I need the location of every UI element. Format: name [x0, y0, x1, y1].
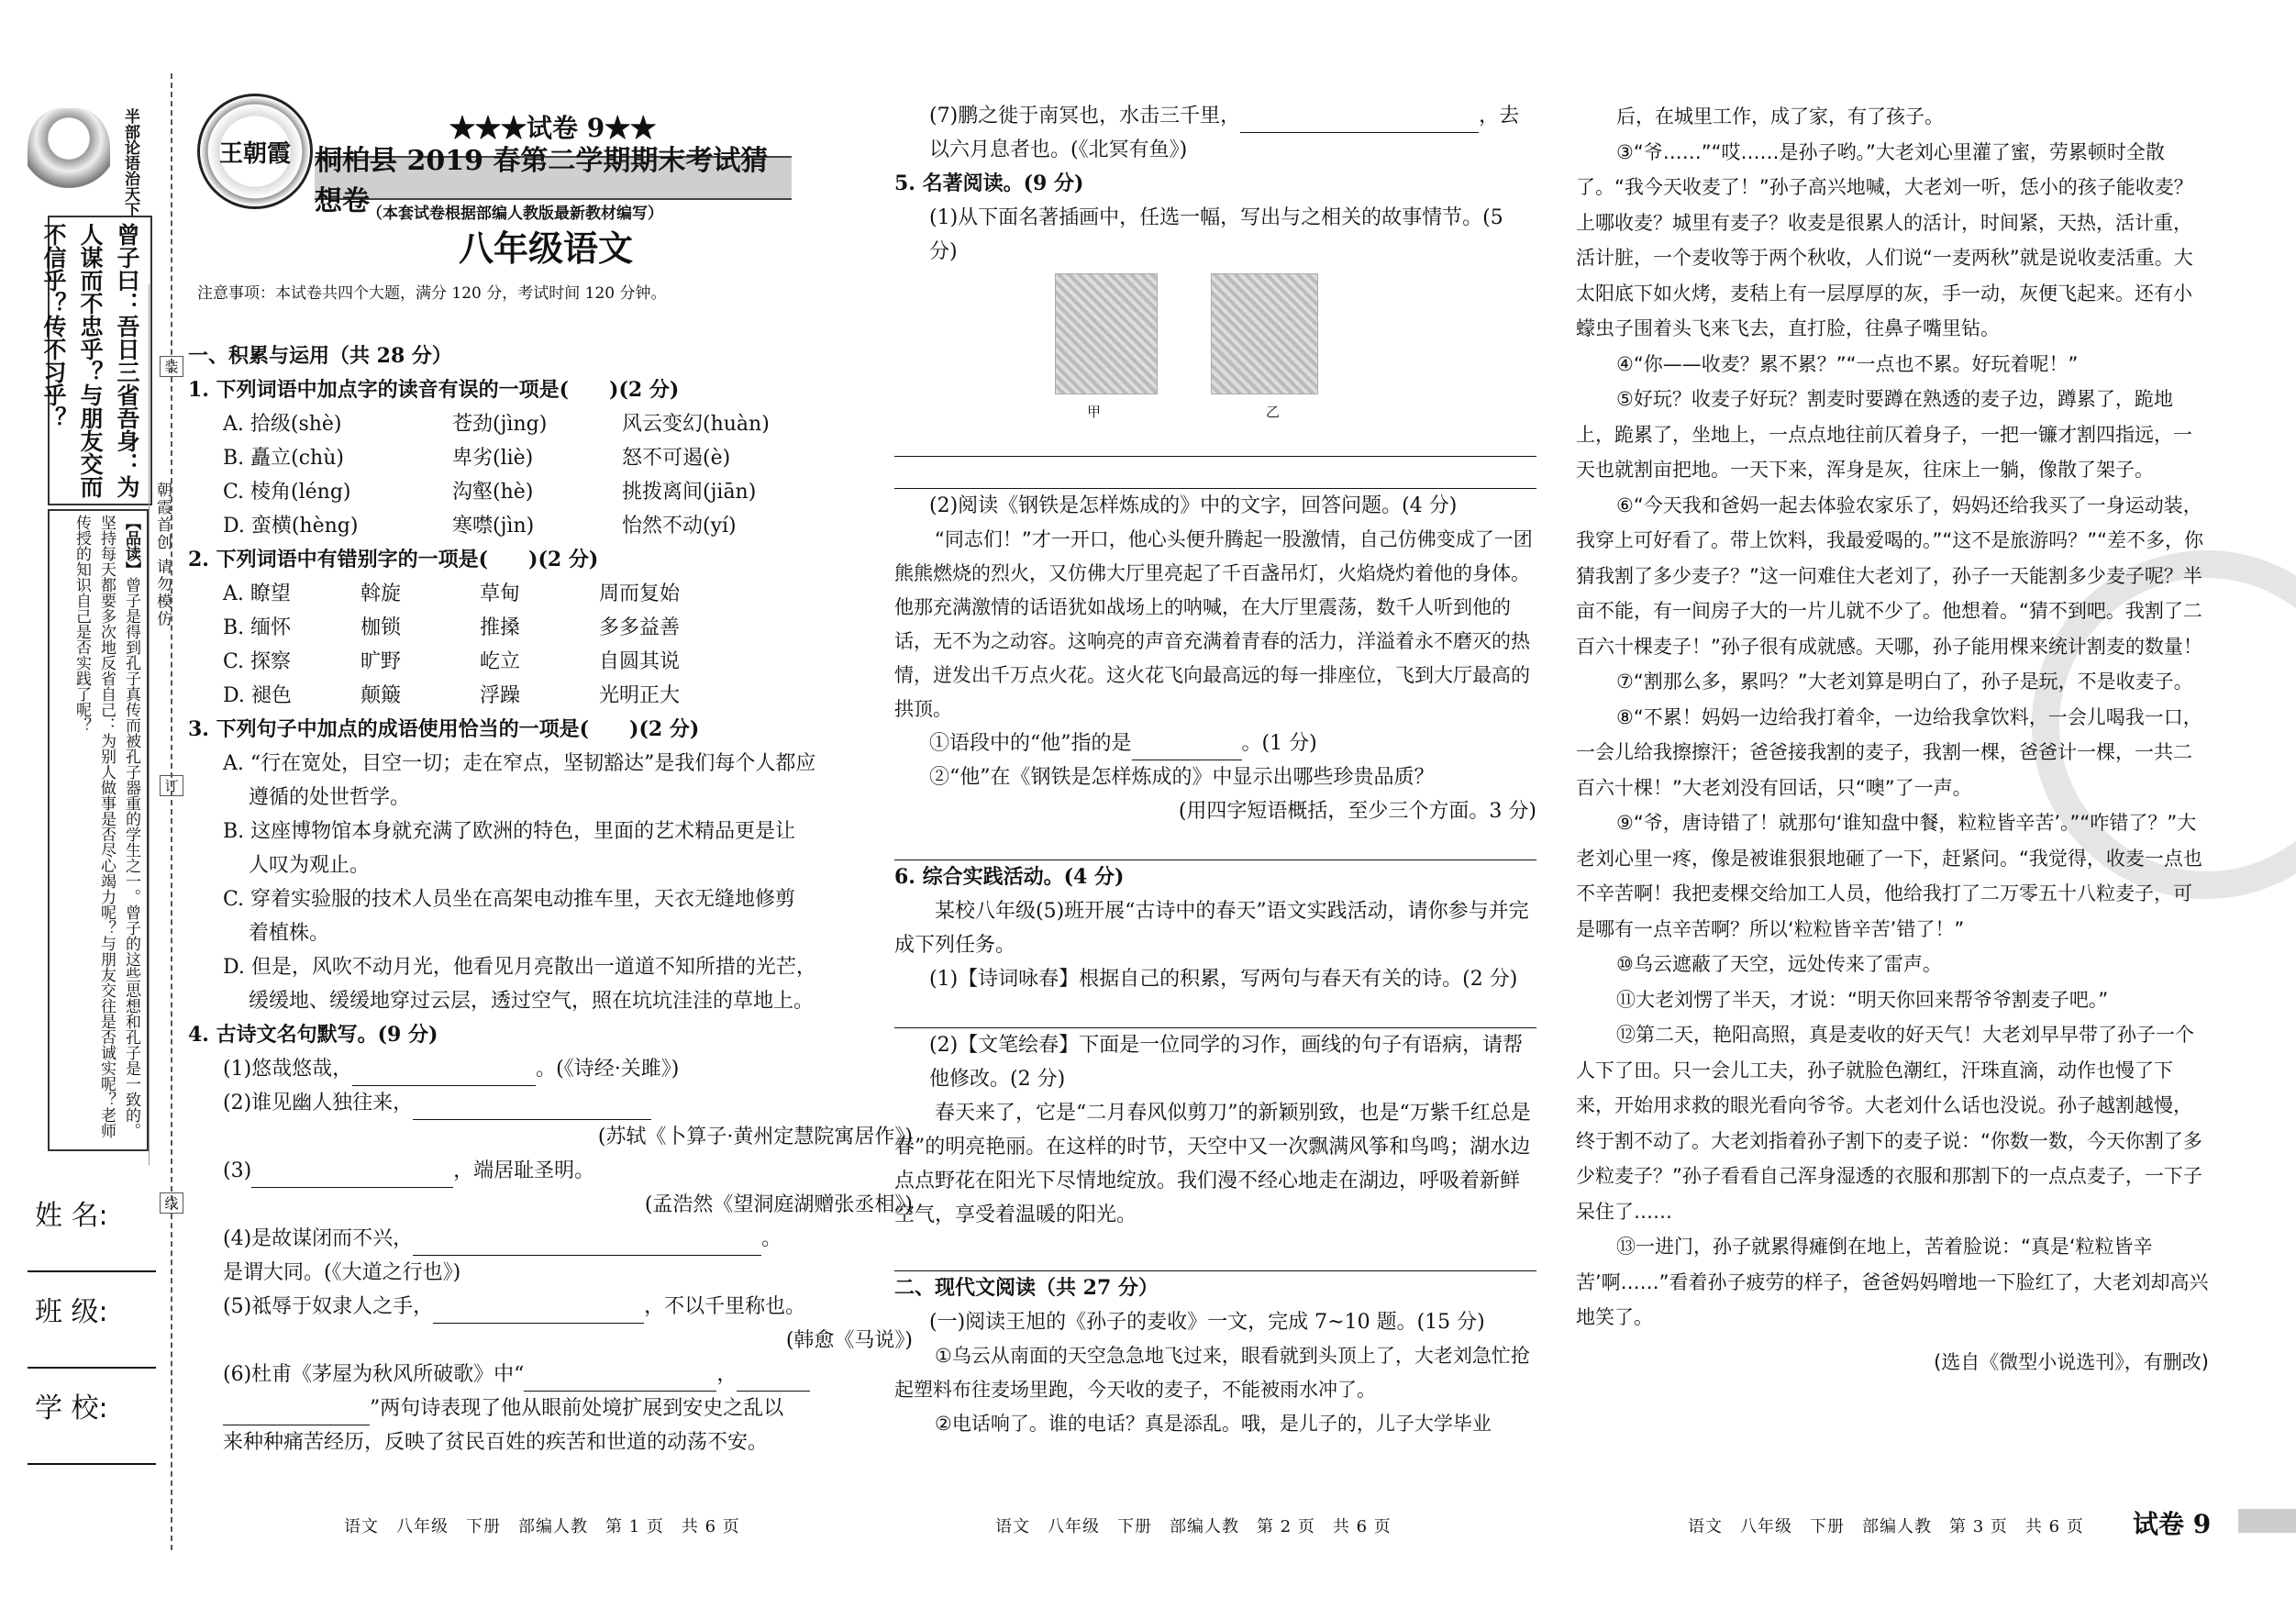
page-2-footer: 语文 八年级 下册 部编人教 第 2 页 共 6 页 [995, 1517, 1392, 1536]
illustration-b-label: 乙 [1266, 404, 1281, 420]
q4-7-b: 以六月息者也。(《北冥有鱼》) [929, 139, 1188, 161]
answer-line[interactable] [894, 1239, 1536, 1271]
publisher-logo [197, 94, 313, 209]
option-row [188, 441, 913, 475]
option-cell: 屹立 [480, 650, 521, 673]
option-cell: A. 瞭望 [223, 582, 291, 605]
option-cell: 怒不可遏(è) [622, 447, 731, 470]
q4-5 [188, 1290, 913, 1324]
question-6: 6. 综合实践活动。(4 分) [894, 865, 1125, 889]
section-2-heading: 二、现代文阅读（共 27 分） [894, 1276, 1159, 1300]
answer-blank[interactable] [1132, 738, 1242, 760]
option-line: 缓缓地、缓缓地穿过云层，透过空气，照在坑坑洼洼的草地上。 [249, 990, 815, 1013]
q5-2: (2)阅读《钢铁是怎样炼成的》中的文字，回答问题。(4 分) [929, 494, 1458, 517]
q4-6-c: 来种种痛苦经历，反映了贫民百姓的疾苦和世道的动荡不安。 [223, 1431, 769, 1454]
notice: 注意事项：本试卷共四个大题，满分 120 分，考试时间 120 分钟。 [197, 284, 667, 303]
story-paragraph: ⑨“爷，唐诗错了！就那句‘谁知盘中餐，粒粒皆辛苦’。”“咋错了？”大老刘心里一疼，像是被谁狠狠地砸了一下，赶紧问。“我觉得，收麦一点也不辛苦啊！我把麦棵交给加工人员，他给我打了二万零五十八粒麦子，可是哪有一点辛苦啊？所以‘粒粒皆辛苦’错了！” [1576, 812, 2202, 940]
option-cell: D. 褪色 [223, 684, 292, 707]
q4-6-b [188, 1392, 913, 1425]
option-line: 遵循的处世哲学。 [249, 786, 411, 809]
option-cell: 沟壑(hè) [452, 481, 534, 504]
story-paragraphs [1576, 99, 2209, 1336]
option-row [188, 509, 913, 543]
seal-label-3: 线 [160, 1192, 183, 1214]
q4-3-end: ，端居耻圣明。 [453, 1159, 595, 1182]
question-5: 5. 名著阅读。(9 分) [894, 172, 1084, 195]
answer-blank[interactable] [433, 1301, 644, 1324]
option-line: D. 但是，风吹不动月光，他看见月亮散出一道道不知所措的光芒， [223, 956, 816, 979]
q4-4-b: 是谓大同。(《大道之行也》) [223, 1261, 461, 1284]
option-row [188, 611, 913, 645]
q4-6-text: (6)杜甫《茅屋为秋风所破歌》中“ [223, 1363, 525, 1386]
reading-text: 曾子是得到孔子真传而被孔子器重的学生之一。曾子的这些思想和孔子是一致的。坚持每天都要多次地反省自己：为别人做事是否尽心竭力呢？与朋友交往是否诚实呢？老师传授的知识自己是否实践了呢？ [72, 515, 140, 1138]
option-row [188, 407, 913, 441]
option-cell: 怡然不动(yí) [622, 515, 737, 538]
answer-line[interactable] [894, 425, 1536, 457]
option-line: 人叹为观止。 [249, 854, 371, 877]
story-paragraph: ⑥“今天我和爸妈一起去体验农家乐了，妈妈还给我买了一身运动装，我穿上可好看了。带上饮料，我最爱喝的。”“这不是旅游吗？”“差不多，你猜我割了多少麦子？”这一问难住大老刘了，孙子一天能割多少麦子呢？半亩不能，有一间房子大的一片儿就不少了。他想着。“猜不到吧。我割了二百六十棵麦子！”孙子很有成就感。天哪，孙子能用棵来统计割麦的数量！ [1576, 494, 2204, 658]
q4-4: (4)是故谋闭而不兴， 。 [188, 1222, 913, 1256]
illustration-a [1055, 273, 1158, 394]
option-cell: 浮躁 [480, 684, 521, 707]
reading-intro: (一)阅读王旭的《孙子的麦收》一文，完成 7~10 题。(15 分) [929, 1311, 1485, 1334]
option-cell: 风云变幻(huàn) [622, 413, 770, 436]
q4-3 [188, 1154, 913, 1188]
question-3: 3. 下列句子中加点的成语使用恰当的一项是( )(2 分) [188, 717, 700, 741]
option-cell: B. 矗立(chù) [223, 447, 344, 470]
binding-sidebar [0, 0, 179, 1597]
option-cell: D. 蛮横(hèng) [223, 515, 359, 538]
class-label: 班 级: [35, 1296, 108, 1328]
option-cell: 寒噤(jìn) [452, 515, 535, 538]
exam-title-text: 桐柏县 2019 春第二学期期末考试猜想卷 [315, 145, 769, 217]
q5-2b-note: (用四字短语概括，至少三个方面。3 分) [1178, 800, 1536, 823]
story-paragraph: ③“爷……”“哎……是孙子哟。”大老刘心里灌了蜜，劳累顿时全散了。“我今天收麦了！”孙子高兴地喊，大老刘一听，恁小的孩子能收麦？上哪收麦？城里有麦子？收麦是很累人的活计，时间紧，天热，活计重，活计脏，一个麦收等于两个秋收，人们说“一麦两秋”就是说收麦活重。大太阳底下如火烤，麦秸上有一层厚厚的灰，手一动，灰便飞起来。还有小蠓虫子围着头飞来飞去，直打脸，往鼻子嘴里钻。 [1576, 140, 2193, 339]
q4-5-end: ，不以千里称也。 [644, 1295, 806, 1318]
name-field[interactable] [28, 1270, 156, 1272]
option-row [188, 475, 913, 509]
option-cell: 周而复始 [599, 582, 681, 605]
option-cell: 光明正大 [599, 684, 681, 707]
question-4: 4. 古诗文名句默写。(9 分) [188, 1023, 438, 1047]
question-1: 1. 下列词语中加点字的读音有误的一项是( )(2 分) [188, 378, 680, 402]
question-2: 2. 下列词语中有错别字的一项是( )(2 分) [188, 548, 599, 571]
answer-blank[interactable] [1240, 110, 1479, 133]
story-paragraph: ④“你——收麦？累不累？”“一点也不累。好玩着呢！” [1616, 352, 2079, 375]
q4-4-text: (4)是故谋闭而不兴， [223, 1227, 414, 1250]
sidebar-rule [149, 284, 150, 1165]
name-label: 姓 名: [35, 1200, 108, 1232]
q4-1-text: (1)悠哉悠哉， [223, 1058, 353, 1081]
q6-intro: 某校八年级(5)班开展“古诗中的春天”语文实践活动，请你参与并完成下列任务。 [894, 900, 1529, 957]
option-cell: B. 缅怀 [223, 616, 292, 639]
q4-7-end: ，去 [1479, 105, 1520, 128]
option-line: C. 穿着实验服的技术人员坐在高架电动推车里，天衣无缝地修剪 [223, 888, 796, 911]
option-cell: 自圆其说 [599, 650, 681, 673]
q4-3-source: (孟浩然《望洞庭湖赠张丞相》) [644, 1193, 913, 1216]
cut-line [171, 73, 172, 1550]
logo-text: 王朝霞 [218, 139, 291, 168]
q4-6: (6)杜甫《茅屋为秋风所破歌》中“ ， [188, 1358, 913, 1392]
story-paragraph: ⑪大老刘愣了半天，才说：“明天你回来帮爷爷割麦子吧。” [1616, 988, 2109, 1011]
q5-2a [894, 726, 1536, 760]
paper-number: ★★★试卷 9★★ [449, 113, 657, 143]
q5-2a-text: ①语段中的“他”指的是 [929, 732, 1132, 755]
option-cell: 苍劲(jìng) [452, 413, 548, 436]
page-3 [1576, 99, 2209, 1380]
option-cell: C. 探察 [223, 650, 292, 673]
sidebar-quote: 曾子曰：吾日三省吾身：为人谋而不忠乎？与朋友交而不信乎？传不习乎？ [48, 216, 152, 505]
answer-line[interactable] [894, 828, 1536, 860]
paper-label-footer: 试卷 9 [2133, 1509, 2212, 1539]
q4-7-text: (7)鹏之徙于南冥也，水击三千里， [929, 105, 1241, 128]
option-cell: 草甸 [480, 582, 521, 605]
option-cell: 斡旋 [360, 582, 402, 605]
motto-small: 半部论语治天下 [121, 108, 139, 217]
school-label: 学 校: [35, 1392, 108, 1425]
illustrations [894, 269, 1536, 425]
answer-blank[interactable] [737, 1369, 810, 1392]
section-1-heading: 一、积累与运用（共 28 分） [188, 344, 452, 368]
option-cell: 挑拨离间(jiān) [622, 481, 757, 504]
answer-line[interactable] [894, 457, 1536, 489]
q5-1: (1)从下面名著插画中，任选一幅，写出与之相关的故事情节。(5 分) [929, 206, 1503, 263]
q4-3-text: (3) [223, 1159, 252, 1182]
reading-box [48, 509, 149, 1151]
answer-blank[interactable] [352, 1063, 536, 1086]
page-1-footer: 语文 八年级 下册 部编人教 第 1 页 共 6 页 [344, 1517, 740, 1536]
option-line: B. 这座博物馆本身就充满了欧洲的特色，里面的艺术精品更是让 [223, 820, 796, 843]
q4-2-text: (2)谁见幽人独往来， [223, 1092, 414, 1115]
answer-blank[interactable] [413, 1233, 761, 1256]
story-para-1: ①乌云从南面的天空急急地飞过来，眼看就到头顶上了，大老刘急忙抢起塑料布往麦场里跑，今天收的麦子，不能被雨水冲了。 [894, 1345, 1530, 1401]
option-cell: 枷锁 [360, 616, 402, 639]
answer-line[interactable] [894, 996, 1536, 1028]
answer-blank[interactable] [251, 1165, 453, 1188]
option-row [188, 577, 913, 611]
page-1 [188, 339, 913, 1459]
option-row [188, 645, 913, 679]
story-source: (选自《微型小说选刊》，有删改) [1934, 1350, 2209, 1373]
subject-title: 八年级语文 [459, 228, 634, 269]
seal-label-2: 订 [160, 775, 183, 796]
class-field[interactable] [28, 1367, 156, 1369]
q6-2: (2)【文笔绘春】下面是一位同学的习作，画线的句子有语病，请帮他修改。(2 分) [929, 1034, 1524, 1091]
illustration-a-label: 甲 [1087, 404, 1102, 420]
story-paragraph: ⑦“割那么多，累吗？”大老刘算是明白了，孙子是玩，不是收麦子。 [1616, 671, 2193, 693]
footer-bar [2238, 1509, 2296, 1533]
q4-5-source: (韩愈《马说》) [785, 1329, 913, 1352]
option-cell: A. 拾级(shè) [223, 413, 342, 436]
option-line: A. “行在宽处，目空一切；走在窄点，坚韧豁达”是我们每个人都应 [223, 752, 816, 775]
q2-options [188, 577, 913, 713]
exam-subtitle: （本套试卷根据部编人教版最新教材编写） [367, 205, 663, 223]
story-paragraph: ⑫第二天，艳阳高照，真是麦收的好天气！大老刘早早带了孙子一个人下了田。只一会儿工夫，孙子就脸色潮红，汗珠直滴，动作也慢了下来，开始用求救的眼光看向爷爷。大老刘什么话也没说。孙子越割越慢，终于割不动了。大老刘指着孙子割下的麦子说：“你数一数，今天你割了多少粒麦子？”孙子看看自己浑身湿透的衣服和那割下的一点点麦子，一下子呆住了…… [1576, 1024, 2202, 1223]
option-cell: 多多益善 [599, 616, 681, 639]
option-cell: C. 棱角(léng) [223, 481, 351, 504]
option-cell: 卑劣(liè) [452, 447, 534, 470]
story-paragraph: ⑬一进门，孙子就累得瘫倒在地上，苦着脸说：“真是‘粒粒皆辛苦’啊……”看着孙子疲劳的样子，爸爸妈妈噌地一下脸红了，大老刘却高兴地笑了。 [1576, 1236, 2209, 1328]
option-cell: 旷野 [360, 650, 402, 673]
page-3-footer: 语文 八年级 下册 部编人教 第 3 页 共 6 页 [1688, 1517, 2084, 1536]
q4-1 [188, 1052, 913, 1086]
illustration-b [1211, 273, 1318, 394]
q5-2a-end: 。(1 分) [1241, 732, 1317, 755]
answer-blank[interactable] [413, 1097, 651, 1120]
story-paragraph: 后，在城里工作，成了家，有了孩子。 [1616, 105, 1944, 128]
q5-2b: ②“他”在《钢铁是怎样炼成的》中显示出哪些珍贵品质？ [929, 766, 1435, 789]
ban-text: 朝霞首创 请勿模仿 [153, 482, 172, 628]
reading-label: 【品读】 [122, 515, 140, 577]
q4-2-source: (苏轼《卜算子·黄州定慧院寓居作》) [597, 1126, 913, 1148]
q6-1: (1)【诗词咏春】根据自己的积累，写两句与春天有关的诗。(2 分) [929, 968, 1518, 991]
story-paragraph: ⑧“不累！妈妈一边给我打着伞，一边给我拿饮料，一会儿喝我一口，一会儿给我擦擦汗；爸爸接我割的麦子，我割一棵，爸爸计一棵，一共二百六十棵！”大老刘没有回话，只“噢”了一声。 [1576, 705, 2202, 799]
page-2 [894, 99, 1536, 1441]
option-row [188, 679, 913, 713]
q4-1-source: 。(《诗经·关雎》) [536, 1058, 680, 1081]
story-paragraph: ⑩乌云遮蔽了天空，远处传来了雷声。 [1616, 953, 1942, 975]
q1-options [188, 407, 913, 543]
q4-2 [188, 1086, 913, 1120]
story-para-2: ②电话响了。谁的电话？真是添乱。哦，是儿子的，儿子大学毕业 [935, 1413, 1492, 1435]
option-cell: 推搡 [480, 616, 521, 639]
answer-blank[interactable] [223, 1403, 370, 1425]
story-paragraph: ⑤好玩？收麦子好玩？割麦时要蹲在熟透的麦子边，蹲累了，跪地上，跪累了，坐地上，一点点地往前仄着身子，一把一镰才割四指远，一天也就割亩把地。一天下来，浑身是灰，往床上一躺，像散了架子。 [1576, 388, 2192, 481]
q4-5-text: (5)祗辱于奴隶人之手， [223, 1295, 434, 1318]
seal-label-1: 装 [160, 356, 183, 377]
school-field[interactable] [28, 1463, 156, 1465]
passage-steel: “同志们！”才一开口，他心头便升腾起一股激情，自己仿佛变成了一团熊熊燃烧的烈火，又仿佛大厅里亮起了千百盏吊灯，火焰烧灼着他的身体。他那充满激情的话语犹如战场上的呐喊，在大厅里震荡，数千人听到他的话，无不为之动容。这响亮的声音充满着青春的活力，洋溢着永不磨灭的热情，迸发出千万点火花。这火花飞向最高远的每一排座位，飞到大厅最高的拱顶。 [894, 528, 1533, 720]
q4-6-b-text: ”两句诗表现了他从眼前处境扩展到安史之乱以 [370, 1397, 784, 1420]
option-cell: 颠簸 [360, 684, 402, 707]
sage-illustration [28, 108, 110, 209]
option-line: 着植株。 [249, 922, 330, 945]
q6-passage: 春天来了，它是“二月春风似剪刀”的新颖别致，也是“万紫千红总是春”的明亮艳丽。在这样的时节，天空中又一次飘满风筝和鸟鸣；湖水边点点野花在阳光下尽情地绽放。我们漫不经心地走在湖边，呼吸着新鲜空气，享受着温暖的阳光。 [894, 1102, 1531, 1226]
q4-7 [894, 99, 1536, 133]
answer-blank[interactable] [524, 1369, 716, 1392]
q3-options [188, 747, 913, 1018]
